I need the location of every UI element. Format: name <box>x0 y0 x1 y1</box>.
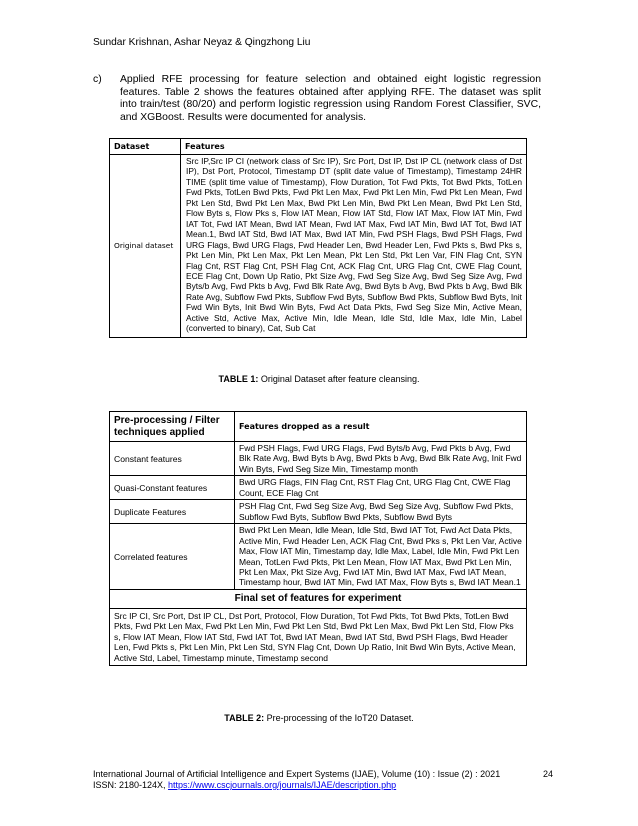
dropped-features-cell: Bwd Pkt Len Mean, Idle Mean, Idle Std, Bwd IAT Tot, Fwd Act Data Pkts, Active Min, Fwd Header Len, ACK Flag Cnt, Bwd Pks s, Pkt Len Var, Active Max, Flow IAT Min, Timestamp day, Idle Max, Label, Idle Min, Fwd Pkt Len Mean, TotLen Fwd Pkts, Pkt Len Mean, Flow IAT Max, Bwd Pkt Len Min, Pkt Len Max, Pkt Size Avg, Fwd IAT Min, Bwd IAT Max, Fwd IAT Mean, Timestamp hour, Bwd IAT Min, Fwd IAT Max, Flow Byts s, Bwd IAT Mean.1 <box>235 524 527 590</box>
table1-header-row <box>110 139 527 155</box>
technique-cell: Correlated features <box>110 524 235 590</box>
table2-header-technique: Pre-processing / Filter techniques applied <box>110 412 235 442</box>
table-row <box>110 476 527 500</box>
issn-line <box>93 780 553 791</box>
table1-features-cell: Src IP,Src IP CI (network class of Src IP), Src Port, Dst IP, Dst IP CL (network class of Dst IP), Dst Port, Protocol, Timestamp DT (split date value of Timestamp), Timestamp 24HR TIME (split time value of Timestamp), Flow Duration, Tot Fwd Pkts, Tot Bwd Pkts, TotLen Fwd Pkts, TotLen Bwd Pkts, Fwd Pkt Len Max, Fwd Pkt Len Min, Fwd Pkt Len Mean, Fwd Pkt Len Std, Bwd Pkt Len Max, Bwd Pkt Len Min, Bwd Pkt Len Mean, Bwd Pkt Len Std, Flow Byts s, Flow Pks s, Flow IAT Mean, Flow IAT Std, Flow IAT Max, Flow IAT Min, Fwd IAT Tot, Fwd IAT Mean, Bwd IAT Mean, Fwd IAT Max, Fwd IAT Min, Bwd IAT Tot, Bwd IAT Mean.1, Bwd IAT Std, Bwd IAT Max, Bwd IAT Min, Fwd PSH Flags, Bwd PSH Flags, Fwd URG Flags, Bwd URG Flags, Fwd Header Len, Bwd Header Len, Fwd Pkts s, Bwd Pks s, Pkt Len Min, Pkt Len Max, Pkt Len Mean, Pkt Len Std, Pkt Len Var, FIN Flag Cnt, SYN Flag Cnt, RST Flag Cnt, PSH Flag Cnt, ACK Flag Cnt, URG Flag Cnt, CWE Flag Count, ECE Flag Cnt, Down Up Ratio, Pkt Size Avg, Fwd Seg Size Avg, Bwd Seg Size Avg, Fwd Byts/b Avg, Fwd Pkts b Avg, Fwd Blk Rate Avg, Bwd Byts b Avg, Bwd Pkts b Avg, Bwd Blk Rate Avg, Subflow Fwd Pkts, Subflow Fwd Byts, Subflow Bwd Pkts, Subflow Bwd Byts, Init Fwd Win Byts, Init Bwd Win Byts, Fwd Act Data Pkts, Fwd Seg Size Min, Active Mean, Active Std, Active Max, Active Min, Idle Mean, Idle Std, Idle Max, Idle Min, Label (converted to binary), Cat, Sub Cat <box>181 155 527 338</box>
table2-caption-label: TABLE 2: <box>224 713 265 723</box>
page-footer <box>93 769 553 791</box>
table2-final-heading-row <box>110 589 527 608</box>
running-header: Sundar Krishnan, Ashar Neyaz & Qingzhong Liu <box>93 37 311 48</box>
table-row <box>110 524 527 590</box>
final-features-list: Src IP CI, Src Port, Dst IP CL, Dst Port, Protocol, Flow Duration, Tot Fwd Pkts, Tot Bwd Pkts, TotLen Bwd Pkts, Fwd Pkt Len Max, Fwd Pkt Len Min, Fwd Pkt Len Std, Bwd Pkt Len Max, Bwd Pkt Len Std, Flow Pks s, Flow IAT Mean, Flow IAT Std, Fwd IAT Tot, Bwd IAT Mean, Bwd IAT Std, Bwd PSH Flags, Bwd Header Len, Fwd Pkts s, Pkt Len Min, Pkt Len Std, SYN Flag Cnt, Down Up Ratio, Init Bwd Win Byts, Active Mean, Active Std, Label, Timestamp minute, Timestamp second <box>110 608 527 665</box>
final-features-heading: Final set of features for experiment <box>110 589 527 608</box>
table-row <box>110 500 527 524</box>
technique-cell: Constant features <box>110 442 235 476</box>
table2-header-features: Features dropped as a result <box>235 412 527 442</box>
table-preprocessing <box>109 411 527 666</box>
table2-header-row <box>110 412 527 442</box>
table1-caption <box>0 374 638 384</box>
technique-cell: Quasi-Constant features <box>110 476 235 500</box>
paragraph-c <box>93 74 541 124</box>
table2-final-list-row <box>110 608 527 665</box>
table1-caption-text: Original Dataset after feature cleansing. <box>258 374 420 384</box>
table1-header-dataset: Dataset <box>110 139 181 155</box>
table1-caption-label: TABLE 1: <box>218 374 259 384</box>
table1-dataset-cell: Original dataset <box>110 155 181 338</box>
journal-link[interactable]: https://www.cscjournals.org/journals/IJAE/description.php <box>168 780 397 790</box>
table2-caption <box>0 713 638 723</box>
dropped-features-cell: PSH Flag Cnt, Fwd Seg Size Avg, Bwd Seg Size Avg, Subflow Fwd Pkts, Subflow Fwd Byts, Subflow Bwd Pkts, Subflow Bwd Byts <box>235 500 527 524</box>
technique-cell: Duplicate Features <box>110 500 235 524</box>
table-row <box>110 155 527 338</box>
list-marker: c) <box>93 74 102 85</box>
dropped-features-cell: Bwd URG Flags, FIN Flag Cnt, RST Flag Cnt, URG Flag Cnt, CWE Flag Count, ECE Flag Cnt <box>235 476 527 500</box>
issn-text: ISSN: 2180-124X, <box>93 780 169 790</box>
table-original-dataset <box>109 138 527 338</box>
paragraph-text: Applied RFE processing for feature selection and obtained eight logistic regression features. Table 2 shows the features obtained after applying RFE. The dataset was split into train/test (80/20) and perform logistic regression using Random Forest Classifier, SVC, and XGBoost. Results were documented for analysis. <box>120 74 541 123</box>
table1-header-features: Features <box>181 139 527 155</box>
page-number: 24 <box>542 769 553 779</box>
table-row <box>110 442 527 476</box>
table2-caption-text: Pre-processing of the IoT20 Dataset. <box>264 713 414 723</box>
journal-citation: International Journal of Artificial Intelligence and Expert Systems (IJAE), Volume (10) : Issue (2) : 2021 <box>93 769 501 779</box>
dropped-features-cell: Fwd PSH Flags, Fwd URG Flags, Fwd Byts/b Avg, Fwd Pkts b Avg, Fwd Blk Rate Avg, Bwd Byts b Avg, Bwd Pkts b Avg, Bwd Blk Rate Avg, Init Fwd Win Byts, Fwd Seg Size Min, Timestamp month <box>235 442 527 476</box>
